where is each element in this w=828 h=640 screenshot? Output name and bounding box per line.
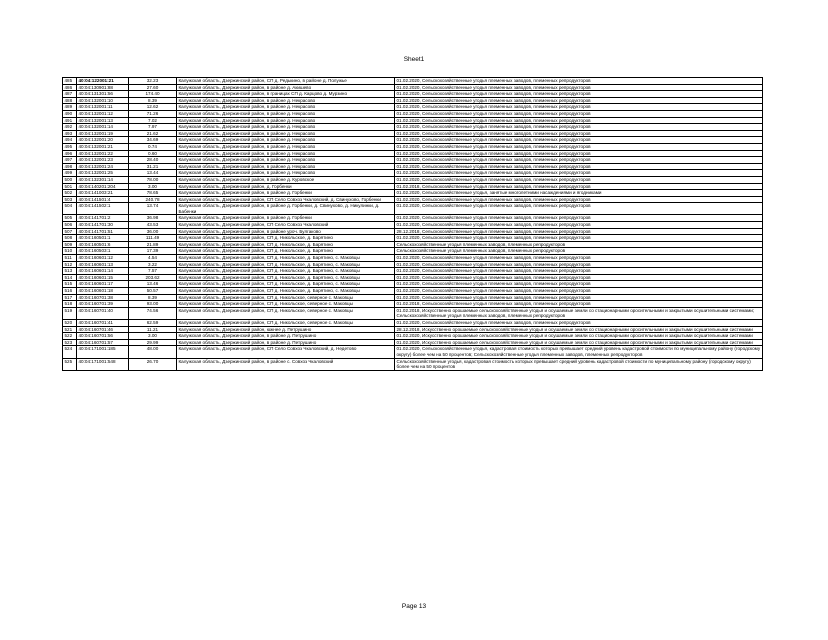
cadastral-table [62, 77, 763, 371]
table-row [63, 248, 763, 255]
description-cell: 01.02.2018, Искусственно орошаемые сельскохозяйственные угодья и осушаемые земли со стационарными оросительными и закрытыми осушительными системами; Сельскохозяйственные угодья племенных заводов, племенных репродукторов [395, 307, 763, 319]
cadastral-number-cell: 40:04:132001:24 [77, 163, 129, 170]
address-cell: Калужская область, Дзержинский район, в районе д. Некрасово [177, 137, 395, 144]
cadastral-number-cell: 40:04:141003:21 [77, 190, 129, 197]
row-number-cell: 516 [63, 288, 77, 295]
cadastral-number-cell: 40:04:160601:14 [77, 268, 129, 275]
address-cell: Калужская область, Дзержинский район, в районе д. Петрушино [177, 339, 395, 346]
table-row [63, 78, 763, 85]
address-cell: Калужская область, Дзержинский район, в районе д. Некрасово [177, 143, 395, 150]
address-cell: Калужская область, Дзержинский район, в районе д. Некрасово [177, 104, 395, 111]
table-row [63, 196, 763, 203]
area-cell: 36.00 [129, 228, 177, 235]
description-cell: 01.02.2020, Сельскохозяйственные угодья племенных заводов, племенных репродукторов [395, 235, 763, 242]
area-cell: 7.57 [129, 268, 177, 275]
row-number-cell: 485 [63, 78, 77, 85]
table-row [63, 190, 763, 197]
row-number-cell: 492 [63, 124, 77, 131]
row-number-cell: 518 [63, 301, 77, 308]
address-cell: Калужская область, Дзержинский район, СП Село Совхоз Чкаловский, д. Свинухово, Горбенки [177, 196, 395, 203]
address-cell: Калужская область, Дзержинский район, в районе д. Некрасово [177, 124, 395, 131]
description-cell: 01.02.2020, Сельскохозяйственные угодья племенных заводов, племенных репродукторов [395, 143, 763, 150]
cadastral-number-cell: 40:04:132001:14 [77, 124, 129, 131]
table-row [63, 163, 763, 170]
table-row [63, 130, 763, 137]
table-row [63, 91, 763, 98]
table-row [63, 288, 763, 295]
table-row [63, 157, 763, 164]
area-cell: 93.00 [129, 301, 177, 308]
table-row [63, 124, 763, 131]
description-cell: 01.02.2020, Сельскохозяйственные угодья племенных заводов, племенных репродукторов [395, 170, 763, 177]
cadastral-number-cell: 40:04:160501:6 [77, 241, 129, 248]
address-cell: Калужская область, Дзержинский район, в районе д. Некрасово [177, 97, 395, 104]
area-cell: 48.00 [129, 346, 177, 358]
cadastral-number-cell: 40:04:122001:21 [77, 78, 129, 85]
area-cell: 78.00 [129, 176, 177, 183]
cadastral-number-cell: 40:04:132001:25 [77, 170, 129, 177]
area-cell: 7.02 [129, 117, 177, 124]
row-number-cell: 489 [63, 104, 77, 111]
row-number-cell: 495 [63, 143, 77, 150]
row-number-cell: 519 [63, 307, 77, 319]
cadastral-number-cell: 40:04:160601:18 [77, 288, 129, 295]
row-number-cell: 500 [63, 176, 77, 183]
cadastral-number-cell: 40:04:160701:38 [77, 294, 129, 301]
description-cell: Сельскохозяйственные угодья племенных заводов, племенных репродукторов [395, 248, 763, 255]
row-number-cell: 506 [63, 222, 77, 229]
area-cell: 71.26 [129, 110, 177, 117]
cadastral-number-cell: 40:04:132001:20 [77, 137, 129, 144]
cadastral-number-cell: 40:04:160701:46 [77, 326, 129, 333]
address-cell: Калужская область, Дзержинский район, СП д. Никольское, северное с. Маковцы [177, 294, 395, 301]
area-cell: 26.70 [129, 358, 177, 370]
area-cell: 3.00 [129, 333, 177, 340]
description-cell: 01.02.2020, Сельскохозяйственные угодья племенных заводов, племенных репродукторов [395, 117, 763, 124]
address-cell: Калужская область, Дзержинский район, в границах СП д. Карцово д. Мурзино [177, 91, 395, 98]
row-number-cell: 512 [63, 261, 77, 268]
table-row [63, 294, 763, 301]
description-cell: 01.02.2020, Сельскохозяйственные угодья племенных заводов, племенных репродукторов [395, 84, 763, 91]
address-cell: Калужская область, Дзержинский район, в районе д. Куровское [177, 176, 395, 183]
row-number-cell: 510 [63, 248, 77, 255]
table-row [63, 150, 763, 157]
description-cell: 01.02.2020, Искусственно орошаемые сельскохозяйственные угодья и осушаемые земли со стационарными оросительными и закрытыми осушительными системами [395, 333, 763, 340]
cadastral-number-cell: 40:04:141501:4 [77, 196, 129, 203]
row-number-cell: 524 [63, 346, 77, 358]
cadastral-number-cell: 40:04:160503:1 [77, 248, 129, 255]
description-cell: 01.02.2020, Сельскохозяйственные угодья племенных заводов, племенных репродукторов [395, 176, 763, 183]
table-row [63, 255, 763, 262]
row-number-cell: 487 [63, 91, 77, 98]
description-cell: Сельскохозяйственные угодья, кадастровая стоимость которых превышает средний уровень кадастровой стоимости по муниципальному району (городскому округу) более чем на 50 процентов [395, 358, 763, 370]
address-cell: Калужская область, Дзержинский район, в районе д. Петрушино [177, 333, 395, 340]
address-cell: Калужская область, Дзержинский район, СП Село Совхоз Чкаловский, д. Недетово [177, 346, 395, 358]
address-cell: Калужская область, Дзержинский район, д. Горбенки [177, 183, 395, 190]
row-number-cell: 514 [63, 274, 77, 281]
address-cell: Калужская область, Дзержинский район, СП Село Совхоз Чкаловский [177, 222, 395, 229]
table-row [63, 261, 763, 268]
table-row [63, 268, 763, 275]
description-cell: 01.02.2018, Сельскохозяйственные угодья племенных заводов, племенных репродукторов [395, 183, 763, 190]
description-cell: 01.02.2020, Сельскохозяйственные угодья племенных заводов, племенных репродукторов [395, 288, 763, 295]
description-cell: 01.02.2020, Сельскохозяйственные угодья племенных заводов, племенных репродукторов [395, 196, 763, 203]
table-row [63, 215, 763, 222]
table-row [63, 222, 763, 229]
description-cell: 01.02.2020, Сельскохозяйственные угодья племенных заводов, племенных репродукторов [395, 294, 763, 301]
description-cell: Сельскохозяйственные угодья племенных заводов, племенных репродукторов [395, 241, 763, 248]
table-row [63, 117, 763, 124]
row-number-cell: 496 [63, 150, 77, 157]
address-cell: Калужская область, Дзержинский район, в районе с. Совхоз Чкаловский [177, 358, 395, 370]
description-cell: 01.02.2020, Сельскохозяйственные угодья племенных заводов, племенных репродукторов [395, 222, 763, 229]
address-cell: Калужская область, Дзержинский район, в районе д. Акишево [177, 84, 395, 91]
description-cell: 01.02.2020, Сельскохозяйственные угодья племенных заводов, племенных репродукторов [395, 137, 763, 144]
table-row [63, 339, 763, 346]
row-number-cell: 502 [63, 190, 77, 197]
description-cell: 01.02.2020, Сельскохозяйственные угодья племенных заводов, племенных репродукторов [395, 104, 763, 111]
table-row [63, 170, 763, 177]
address-cell: Калужская область, Дзержинский район, СП д. Никольское, северное с. Маковцы [177, 307, 395, 319]
table-row [63, 274, 763, 281]
cadastral-number-cell: 40:04:132301:14 [77, 176, 129, 183]
area-cell: 8.39 [129, 97, 177, 104]
address-cell: Калужская область, Дзержинский район, СП д. Редькино, в районе д. Полужье [177, 78, 395, 85]
table-row [63, 228, 763, 235]
description-cell: 01.02.2020, Сельскохозяйственные угодья племенных заводов, племенных репродукторов [395, 203, 763, 215]
cadastral-number-cell: 40:04:141701:30 [77, 222, 129, 229]
area-cell: 13.74 [129, 203, 177, 215]
table-row [63, 346, 763, 358]
description-cell: 01.02.2020, Сельскохозяйственные угодья племенных заводов, племенных репродукторов [395, 110, 763, 117]
area-cell: 21.89 [129, 241, 177, 248]
description-cell: 01.02.2020, Сельскохозяйственные угодья племенных заводов, племенных репродукторов [395, 163, 763, 170]
cadastral-number-cell: 40:04:130901:88 [77, 84, 129, 91]
area-cell: 174.40 [129, 91, 177, 98]
area-cell: 28.40 [129, 157, 177, 164]
table-row [63, 110, 763, 117]
area-cell: 74.56 [129, 307, 177, 319]
description-cell: 01.02.2018, Сельскохозяйственные угодья племенных заводов, племенных репродукторов [395, 301, 763, 308]
area-cell: 13.44 [129, 170, 177, 177]
area-cell: 78.65 [129, 190, 177, 197]
table-row [63, 281, 763, 288]
row-number-cell: 490 [63, 110, 77, 117]
address-cell: Калужская область, Дзержинский район, в районе д. Некрасово [177, 170, 395, 177]
table-row [63, 307, 763, 319]
address-cell: Калужская область, Дзержинский район, СП д. Никольское, д. Барятино, с. Маковцы [177, 288, 395, 295]
cadastral-number-cell: 40:04:141502:1 [77, 203, 129, 215]
area-cell: 31.21 [129, 163, 177, 170]
address-cell: Калужская область, Дзержинский район, в районе урoч. Булгаково [177, 228, 395, 235]
row-number-cell: 488 [63, 97, 77, 104]
row-number-cell: 494 [63, 137, 77, 144]
table-row [63, 326, 763, 333]
cadastral-number-cell: 40:04:160701:56 [77, 333, 129, 340]
table-row [63, 241, 763, 248]
area-cell: 50.57 [129, 288, 177, 295]
cadastral-number-cell: 40:04:141701:2 [77, 215, 129, 222]
cadastral-number-cell: 40:04:132001:19 [77, 130, 129, 137]
area-cell: 29.99 [129, 339, 177, 346]
address-cell: Калужская область, Дзержинский район, в районе д. Некрасово [177, 163, 395, 170]
row-number-cell: 493 [63, 130, 77, 137]
row-number-cell: 507 [63, 228, 77, 235]
description-cell: 01.02.2020, Сельскохозяйственные угодья, занятые многолетними насаждениями и ягодниками [395, 190, 763, 197]
area-cell: 62.59 [129, 319, 177, 326]
page-footer: Page 13 [401, 603, 427, 610]
area-cell: 21.62 [129, 130, 177, 137]
cadastral-number-cell: 40:04:160701:41 [77, 319, 129, 326]
address-cell: Калужская область, Дзержинский район, СП д. Никольское, д. Барятино [177, 235, 395, 242]
address-cell: Калужская область, Дзержинский район, СП д. Никольское, д. Барятино, с. Маковцы [177, 255, 395, 262]
description-cell: 28.12.2018, Искусственно орошаемые сельскохозяйственные угодья и осушаемые земли со стационарными оросительными и закрытыми осушительными системами [395, 326, 763, 333]
table-row [63, 319, 763, 326]
area-cell: 32.23 [129, 78, 177, 85]
cadastral-number-cell: 40:04:160701:57 [77, 339, 129, 346]
area-cell: 3.00 [129, 183, 177, 190]
area-cell: 11.21 [129, 326, 177, 333]
cadastral-number-cell: 40:04:160601:15 [77, 274, 129, 281]
row-number-cell: 499 [63, 170, 77, 177]
description-cell: 01.02.2020, Сельскохозяйственные угодья племенных заводов, племенных репродукторов [395, 215, 763, 222]
cadastral-number-cell: 40:04:141701:51 [77, 228, 129, 235]
description-cell: 01.02.2020, Сельскохозяйственные угодья племенных заводов, племенных репродукторов [395, 261, 763, 268]
address-cell: Калужская область, Дзержинский район, СП д. Никольское, д. Барятино, с. Маковцы [177, 268, 395, 275]
address-cell: Калужская область, Дзержинский район, СП д. Никольское, д. Барятино, с. Маковцы [177, 261, 395, 268]
table-row [63, 301, 763, 308]
row-number-cell: 498 [63, 163, 77, 170]
row-number-cell: 513 [63, 268, 77, 275]
row-number-cell: 521 [63, 326, 77, 333]
table-row [63, 235, 763, 242]
area-cell: 3.22 [129, 261, 177, 268]
row-number-cell: 522 [63, 333, 77, 340]
cadastral-number-cell: 40:04:160601:12 [77, 255, 129, 262]
area-cell: 13.46 [129, 281, 177, 288]
cadastral-number-cell: 40:04:160701:40 [77, 307, 129, 319]
table-row [63, 333, 763, 340]
address-cell: Калужская область, Дзержинский район, в районе д. Горбенки [177, 215, 395, 222]
area-cell: 36.98 [129, 215, 177, 222]
area-cell: 111.49 [129, 235, 177, 242]
row-number-cell: 504 [63, 203, 77, 215]
address-cell: Калужская область, Дзержинский район, СП д. Никольское, д. Барятино [177, 241, 395, 248]
description-cell: 28.12.2018, Сельскохозяйственные угодья племенных заводов, племенных репродукторов [395, 228, 763, 235]
table-row [63, 203, 763, 215]
table-row [63, 143, 763, 150]
row-number-cell: 508 [63, 235, 77, 242]
area-cell: 4.54 [129, 255, 177, 262]
description-cell: 01.02.2020, Сельскохозяйственные угодья племенных заводов, племенных репродукторов [395, 274, 763, 281]
address-cell: Калужская область, Дзержинский район, в районе д. Некрасово [177, 130, 395, 137]
area-cell: 27.60 [129, 84, 177, 91]
description-cell: 01.02.2020, Сельскохозяйственные угодья племенных заводов, племенных репродукторов [395, 97, 763, 104]
cadastral-number-cell: 40:04:132001:11 [77, 104, 129, 111]
cadastral-number-cell: 40:04:140201:204 [77, 183, 129, 190]
cadastral-number-cell: 40:04:132001:10 [77, 97, 129, 104]
area-cell: 7.97 [129, 124, 177, 131]
address-cell: Калужская область, Дзержинский район, СП д. Никольское, д. Барятино [177, 248, 395, 255]
table-row [63, 183, 763, 190]
row-number-cell: 511 [63, 255, 77, 262]
area-cell: 34.69 [129, 137, 177, 144]
cadastral-number-cell: 40:04:132001:21 [77, 143, 129, 150]
table-row [63, 104, 763, 111]
area-cell: 12.62 [129, 104, 177, 111]
address-cell: Калужская область, Дзержинский район, СП д. Никольское, северное с. Маковцы [177, 319, 395, 326]
address-cell: Калужская область, Дзержинский район, СП д. Никольское, д. Барятино, с. Маковцы [177, 281, 395, 288]
row-number-cell: 486 [63, 84, 77, 91]
cadastral-number-cell: 40:04:160601:13 [77, 261, 129, 268]
address-cell: Калужская область, Дзержинский район, СП д. Никольское, д. Барятино, с. Маковцы [177, 274, 395, 281]
description-cell: 01.02.2020, Сельскохозяйственные угодья племенных заводов, племенных репродукторов [395, 130, 763, 137]
description-cell: 01.02.2020, Сельскохозяйственные угодья племенных заводов, племенных репродукторов [395, 319, 763, 326]
table-body [63, 78, 763, 371]
area-cell: 43.53 [129, 222, 177, 229]
area-cell: 0.74 [129, 143, 177, 150]
row-number-cell: 491 [63, 117, 77, 124]
description-cell: 01.02.2020, Сельскохозяйственные угодья, кадастровая стоимость которых превышает средний уровень кадастровой стоимости по муниципальному району (городскому округу) более чем на 50 процентов; Сельскохозяйственные угодья племенных заводов, племенных репродукторов [395, 346, 763, 358]
address-cell: Калужская область, Дзержинский район, в районе д. Некрасово [177, 110, 395, 117]
cadastral-number-cell: 40:04:132001:12 [77, 110, 129, 117]
area-cell: 17.39 [129, 248, 177, 255]
cadastral-number-cell: 40:04:132001:23 [77, 157, 129, 164]
description-cell: 01.02.2020, Сельскохозяйственные угодья племенных заводов, племенных репродукторов [395, 157, 763, 164]
area-cell: 0.60 [129, 150, 177, 157]
table-row [63, 84, 763, 91]
description-cell: 01.02.2020, Сельскохозяйственные угодья племенных заводов, племенных репродукторов [395, 150, 763, 157]
table-row [63, 358, 763, 370]
row-number-cell: 517 [63, 294, 77, 301]
row-number-cell: 523 [63, 339, 77, 346]
row-number-cell: 525 [63, 358, 77, 370]
description-cell: 01.02.2020, Сельскохозяйственные угодья племенных заводов, племенных репродукторов [395, 255, 763, 262]
row-number-cell: 509 [63, 241, 77, 248]
address-cell: Калужская область, Дзержинский район, в районе д. Некрасово [177, 157, 395, 164]
description-cell: 01.02.2020, Сельскохозяйственные угодья племенных заводов, племенных репродукторов [395, 124, 763, 131]
row-number-cell: 515 [63, 281, 77, 288]
cadastral-number-cell: 40:04:132001:22 [77, 150, 129, 157]
cadastral-number-cell: 40:04:160701:39 [77, 301, 129, 308]
cadastral-number-cell: 40:04:160501:1 [77, 235, 129, 242]
address-cell: Калужская область, Дзержинский район, СП д. Никольское, северное с. Маковцы [177, 301, 395, 308]
description-cell: 01.02.2020, Сельскохозяйственные угодья племенных заводов, племенных репродукторов [395, 281, 763, 288]
row-number-cell: 520 [63, 319, 77, 326]
address-cell: Калужская область, Дзержинский район, в районе д. Некрасово [177, 117, 395, 124]
address-cell: Калужская область, Дзержинский район, южнее д. Петрушино [177, 326, 395, 333]
area-cell: 203.62 [129, 274, 177, 281]
table-row [63, 176, 763, 183]
table-row [63, 137, 763, 144]
sheet-title: Sheet1 [403, 56, 425, 63]
address-cell: Калужская область, Дзержинский район, в районе д. Горбенки, д. Свинухово, д. Никулинки, д. Бабенки [177, 203, 395, 215]
row-number-cell: 505 [63, 215, 77, 222]
cadastral-number-cell: 40:04:171001:548 [77, 358, 129, 370]
cadastral-number-cell: 40:04:160601:17 [77, 281, 129, 288]
description-cell: 01.02.2020, Сельскохозяйственные угодья племенных заводов, племенных репродукторов [395, 91, 763, 98]
row-number-cell: 503 [63, 196, 77, 203]
row-number-cell: 501 [63, 183, 77, 190]
table-row [63, 97, 763, 104]
address-cell: Калужская область, Дзержинский район, в районе д. Горбенки [177, 190, 395, 197]
description-cell: 01.02.2020, Искусственно орошаемые сельскохозяйственные угодья и осушаемые земли со стационарными оросительными и закрытыми осушительными системами [395, 339, 763, 346]
area-cell: 8.39 [129, 294, 177, 301]
description-cell: 01.02.2020, Сельскохозяйственные угодья племенных заводов, племенных репродукторов [395, 78, 763, 85]
address-cell: Калужская область, Дзержинский район, в районе д. Некрасово [177, 150, 395, 157]
row-number-cell: 497 [63, 157, 77, 164]
description-cell: 01.02.2020, Сельскохозяйственные угодья племенных заводов, племенных репродукторов [395, 268, 763, 275]
cadastral-number-cell: 40:04:132001:13 [77, 117, 129, 124]
cadastral-number-cell: 40:04:131301:56 [77, 91, 129, 98]
cadastral-number-cell: 40:04:171001:185 [77, 346, 129, 358]
area-cell: 240.78 [129, 196, 177, 203]
